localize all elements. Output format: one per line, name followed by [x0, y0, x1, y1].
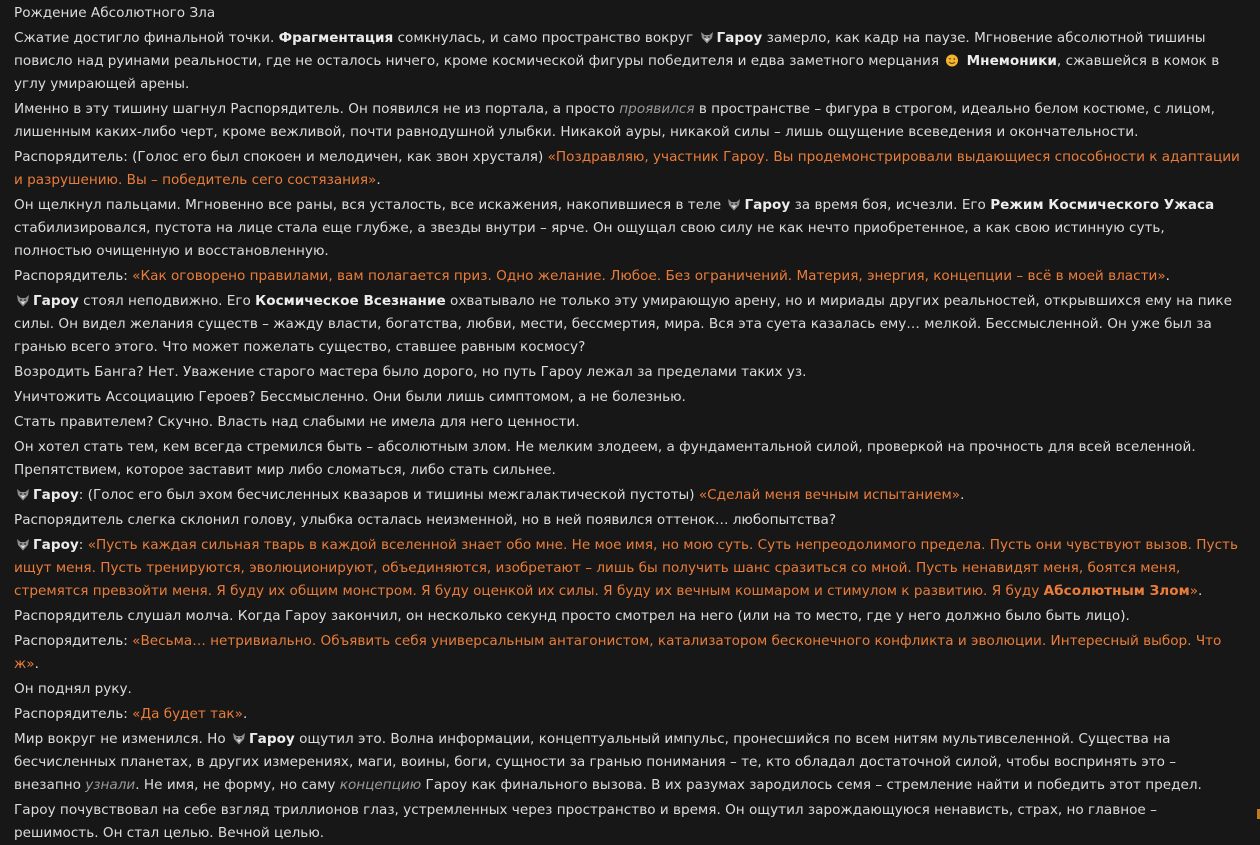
- text-segment: : (Голос его был эхом бесчисленных квазаров и тишины межгалактической пустоты): [78, 487, 699, 503]
- wolf-icon: [727, 196, 741, 209]
- text-segment: Распорядитель:: [14, 268, 133, 284]
- text-segment: Распорядитель слегка склонил голову, улыбка осталась неизменной, но в ней появился оттенок… любопытства?: [14, 512, 837, 528]
- story-paragraph: [14, 678, 1240, 701]
- story-paragraph: [14, 411, 1240, 434]
- text-segment: замерло, как кадр на паузе. Мгновение абсолютной тишины повисло над руинами реальности, где не осталось ничего, кроме космической фигуры победителя и едва заметного мерцания: [14, 30, 1206, 69]
- text-segment: Распорядитель:: [14, 633, 133, 649]
- story-body: [14, 27, 1240, 845]
- italic-term: концепцию: [339, 777, 422, 793]
- quoted-speech: «Пусть каждая сильная тварь в каждой вселенной знает обо мне. Не мое имя, но мою суть. Суть непреодолимого предела. Пусть они чувствуют вызов. Пусть ищут меня. Пусть тренируются, эволюционируют, объединяются, изобретают – лишь бы получить шанс сразиться со мной. Пусть ненавидят меня, боятся меня, стремятся превзойти меня. Я буду их общим монстром. Я буду оценкой их силы. Я буду их вечным кошмаром и стимулом к развитию. Я буду: [14, 537, 1238, 599]
- text-segment: .: [1165, 268, 1170, 284]
- wolf-icon: [16, 486, 30, 499]
- story-paragraph: [14, 799, 1240, 845]
- quoted-speech: «Как оговорено правилами, вам полагается приз. Одно желание. Любое. Без ограничений. Материя, энергия, концепции – всё в моей власти»: [132, 268, 1166, 284]
- bold-term: Гароу: [33, 293, 79, 309]
- bold-term: Космическое Всезнание: [255, 293, 446, 309]
- bold-term: Фрагментация: [278, 30, 394, 46]
- story-paragraph: [14, 146, 1240, 192]
- story-paragraph: [14, 534, 1240, 603]
- bold-term: Режим Космического Ужаса: [990, 197, 1215, 213]
- story-paragraph: [14, 484, 1240, 507]
- text-segment: Распорядитель:: [14, 706, 133, 722]
- bold-term: Гароу: [33, 487, 79, 503]
- story-paragraph: [14, 436, 1240, 482]
- story-paragraph: [14, 361, 1240, 384]
- wolf-icon: [16, 536, 30, 549]
- story-paragraph: [14, 605, 1240, 628]
- bold-term: Гароу: [249, 731, 295, 747]
- text-segment: Он поднял руку.: [14, 681, 132, 697]
- text-segment: ощутил это. Волна информации, концептуальный импульс, пронесшийся по всем нитям мультивселенной. Существа на бесчисленных планетах, в других измерениях, маги, воины, боги, сущности за гранью понимания – те, кто обладал достаточной силой, чтобы воспринять это – внезапно: [14, 731, 1177, 793]
- story-paragraph: [14, 728, 1240, 797]
- text-segment: Возродить Банга? Нет. Уважение старого мастера было дорого, но путь Гароу лежал за пределами таких уз.: [14, 364, 807, 380]
- text-segment: стабилизировался, пустота на лице стала еще глубже, а звезды внутри – ярче. Он ощущал свою силу не как нечто приобретенное, а как свою истинную суть, полностью очищенную и восстановленную.: [14, 220, 1165, 259]
- bold-term: Гароу: [716, 30, 763, 46]
- text-segment: стоял неподвижно. Его: [78, 293, 256, 309]
- story-paragraph: [14, 27, 1240, 96]
- text-segment: .: [376, 172, 381, 188]
- text-segment: Гароу как финального вызова. В их разумах зародилось семя – стремление найти и победить этот предел.: [421, 777, 1202, 793]
- text-segment: за время боя, исчезли. Его: [790, 197, 991, 213]
- text-segment: в пространстве – фигура в строгом, идеально белом костюме, с лицом, лишенным каких-либо черт, кроме вежливой, почти равнодушной улыбки. Никакой ауры, никакой силы – лишь ощущение всеведения и окончательности.: [14, 101, 1215, 140]
- text-segment: Он щелкнул пальцами. Мгновенно все раны, вся усталость, все искажения, накопившиеся в теле: [14, 197, 726, 213]
- story-title: Рождение Абсолютного Зла: [14, 5, 216, 21]
- bold-term: Гароу: [744, 197, 791, 213]
- story-paragraph: [14, 630, 1240, 676]
- text-segment: .: [34, 656, 39, 672]
- story-paragraph: [14, 386, 1240, 409]
- text-segment: сомкнулась, и само пространство вокруг: [393, 30, 698, 46]
- italic-term: узнали: [85, 777, 136, 793]
- text-segment: Сжатие достигло финальной точки.: [14, 30, 279, 46]
- story-paragraph: [14, 98, 1240, 144]
- wolf-icon: [700, 29, 714, 42]
- story-paragraph: [14, 509, 1240, 532]
- quoted-speech: «Весьма… нетривиально. Объявить себя универсальным антагонистом, катализатором бесконечного конфликта и эволюции. Интересный выбор. Что ж»: [14, 633, 1222, 672]
- text-segment: .: [960, 487, 965, 503]
- text-segment: .: [1198, 583, 1203, 599]
- text-segment: Уничтожить Ассоциацию Героев? Бессмысленно. Они были лишь симптомом, а не болезнью.: [14, 389, 686, 405]
- text-segment: . Не имя, не форму, но саму: [135, 777, 340, 793]
- quoted-speech: «Да будет так»: [132, 706, 243, 722]
- text-segment: Он хотел стать тем, кем всегда стремился быть – абсолютным злом. Не мелким злодеем, а фундаментальной силой, проверкой на прочность для всей вселенной. Препятствием, которое заставит мир либо сломаться, либо стать сильнее.: [14, 439, 1196, 478]
- text-segment: Стать правителем? Скучно. Власть над слабыми не имела для него ценности.: [14, 414, 580, 430]
- text-segment: Распорядитель: (Голос его был спокоен и мелодичен, как звон хрусталя): [14, 149, 548, 165]
- bold-term: Гароу: [33, 537, 79, 553]
- text-segment: Гароу почувствовал на себе взгляд триллионов глаз, устремленных через пространство и время. Он ощутил зарождающуюся ненависть, страх, но главное – решимость. Он стал целью. Вечной целью.: [14, 802, 1157, 841]
- italic-term: проявился: [619, 101, 695, 117]
- quoted-speech: »: [1189, 583, 1199, 599]
- quoted-speech: «Сделай меня вечным испытанием»: [698, 487, 961, 503]
- smile-icon: [945, 52, 959, 65]
- text-segment: охватывало не только эту умирающую арену, но и мириады других реальностей, открывшихся ему на пике силы. Он видел желания существ – жажду власти, богатства, любви, мести, бессмертия, мира. Вся эта суета казалась ему… мелкой. Бессмысленной. Он уже был за гранью всего этого. Что может пожелать существо, ставшее равным космосу?: [14, 293, 1233, 355]
- text-segment: :: [78, 537, 88, 553]
- text-segment: , сжавшейся в комок в углу умирающей арены.: [14, 53, 1220, 92]
- story-paragraph: [14, 194, 1240, 263]
- quoted-bold-term: Абсолютным Злом: [1043, 583, 1190, 599]
- text-segment: Именно в эту тишину шагнул Распорядитель. Он появился не из портала, а просто: [14, 101, 620, 117]
- story-paragraph: [14, 290, 1240, 359]
- wolf-icon: [232, 730, 246, 743]
- text-segment: Распорядитель слушал молча. Когда Гароу закончил, он несколько секунд просто смотрел на него (или на то место, где у него должно было быть лицо).: [14, 608, 1130, 624]
- story-paragraph: [14, 265, 1240, 288]
- text-segment: .: [242, 706, 248, 722]
- story-paragraph: [14, 703, 1240, 726]
- bold-term: Мнемоники: [966, 53, 1057, 69]
- text-segment: Мир вокруг не изменился. Но: [14, 731, 231, 747]
- wolf-icon: [16, 292, 30, 305]
- quoted-speech: «Поздравляю, участник Гароу. Вы продемонстрировали выдающиеся способности к адаптации и разрушению. Вы – победитель сего состязания»: [14, 149, 1240, 188]
